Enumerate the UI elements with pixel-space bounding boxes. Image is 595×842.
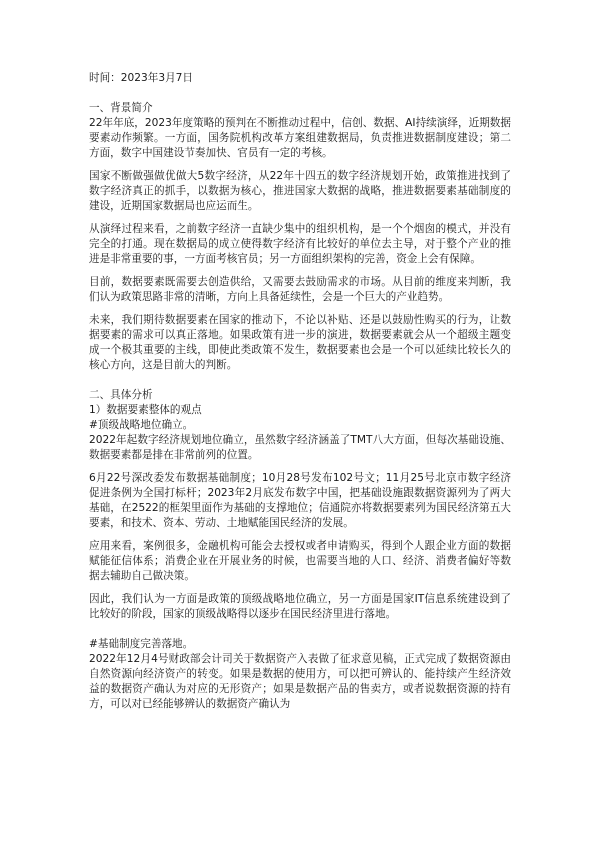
paragraph: 从演绎过程来看，之前数字经济一直缺少集中的组织机构，是一个个烟囱的模式，并没有完全的打通。现在数据局的成立使得数字经济有比较好的单位去主导，对于整个产业的推进是非常重要的事，一方面考核官员；另一方面组织架构的完善，资金上会有保障。 <box>89 223 511 265</box>
paragraph: 未来，我们期待数据要素在国家的推动下，不论以补贴、还是以鼓励性购买的行为，让数据要素的需求可以真正落地。如果政策有进一步的演进，数据要素就会从一个超级主题变成一个极其重要的主线，即使此类政策不发生，数据要素也会是一个可以延续比较长久的核心方向，这是目前大的判断。 <box>89 314 511 371</box>
date-line: 时间：2023年3月7日 <box>89 72 194 84</box>
paragraph: 2022年起数字经济规划地位确立，虽然数字经济涵盖了TMT八大方面，但每次基础设施、数据要素都是排在非常前列的位置。 <box>89 434 511 461</box>
topic-tag: #顶级战略地位确立。 <box>89 419 194 431</box>
paragraph: 目前，数据要素既需要去创造供给，又需要去鼓励需求的市场。从目前的维度来判断，我们认为政策思路非常的清晰，方向上具备延续性，会是一个巨大的产业趋势。 <box>89 276 511 303</box>
paragraph: 22年年底，2023年度策略的预判在不断推动过程中，信创、数据、AI持续演绎，近期数据要素动作频繁。一方面，国务院机构改革方案组建数据局，负责推进数据制度建设；第二方面，数字中国建设节奏加快、官员有一定的考核。 <box>89 117 511 159</box>
document-page <box>89 71 511 712</box>
paragraph: 国家不断做强做优做大5数字经济，从22年十四五的数字经济规划开始，政策推进找到了数字经济真正的抓手，以数据为核心，推进国家大数据的战略，推进数据要素基础制度的建设，近期国家数据局也应运而生。 <box>89 170 511 212</box>
section-heading-analysis: 二、具体分析 <box>89 389 153 401</box>
paragraph: 6月22号深改委发布数据基础制度；10月28号发布102号文；11月25号北京市数字经济促进条例为全国打标杆；2023年2月底发布数字中国，把基础设施跟数据资源列为了两大基础，在2522的框架里面作为基础的支撑地位；信通院亦将数据要素列为国民经济第五大要素，和技术、资本、劳动、土地赋能国民经济的发展。 <box>89 472 511 529</box>
paragraph: 应用来看，案例很多，金融机构可能会去授权或者申请购买，得到个人跟企业方面的数据赋能征信体系；消费企业在开展业务的时候，也需要当地的人口、经济、消费者偏好等数据去辅助自己做决策。 <box>89 540 511 582</box>
topic-tag: #基础制度完善落地。 <box>89 638 194 650</box>
subsection-heading: 1）数据要素整体的观点 <box>89 404 202 416</box>
paragraph: 因此，我们认为一方面是政策的顶级战略地位确立，另一方面是国家IT信息系统建设到了比较好的阶段，国家的顶级战略得以逐步在国民经济里进行落地。 <box>89 593 511 620</box>
section-heading-background: 一、背景简介 <box>89 102 153 114</box>
paragraph: 2022年12月4号财政部会计司关于数据资产入表做了征求意见稿，正式完成了数据资源由自然资源向经济资产的转变。如果是数据的使用方，可以把可辨认的、能持续产生经济效益的数据资产确认为对应的无形资产；如果是数据产品的售卖方，或者说数据资源的持有方，可以对已经能够辨认的数据资产确认为 <box>89 653 511 710</box>
